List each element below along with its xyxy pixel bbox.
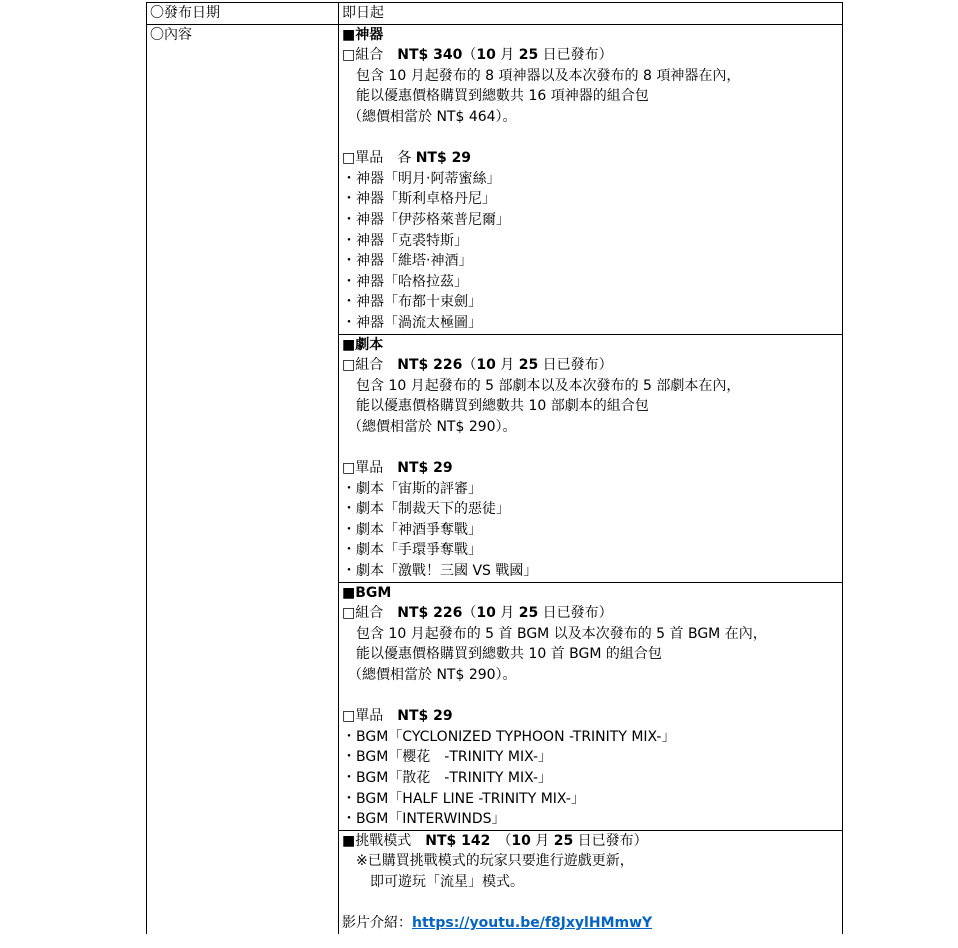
scripts-section (339, 334, 843, 582)
list-item: ・劇本「手環爭奪戰」 (342, 542, 482, 559)
bgm-bundle-line: □組合 NT$ 226（10 月 25 日已發布） (342, 605, 613, 622)
scripts-heading: ■劇本 (342, 336, 384, 353)
release-date-value: 即日起 (339, 3, 843, 25)
release-date-label: 〇發布日期 (147, 3, 339, 25)
list-item: ・神器「伊莎格萊普尼爾」 (342, 211, 510, 228)
bgm-desc-1: 包含 10 月起發布的 5 首 BGM 以及本次發布的 5 首 BGM 在內， (356, 625, 767, 642)
list-item: ・BGM「櫻花 -TRINITY MIX-」 (342, 749, 553, 766)
video-link[interactable]: https://youtu.be/f8JxylHMmwY (412, 915, 653, 932)
list-item: ・神器「哈格拉茲」 (342, 273, 468, 290)
bgm-single-line: □單品 NT$ 29 (342, 708, 453, 725)
list-item: ・劇本「制裁天下的惡徒」 (342, 501, 510, 518)
scripts-desc-3: （總價相當於 NT$ 290）。 (348, 418, 517, 435)
challenge-heading-line: ■挑戰模式 NT$ 142 （10 月 25 日已發布） (342, 832, 648, 849)
list-item: ・BGM「散花 -TRINITY MIX-」 (342, 769, 553, 786)
list-item: ・劇本「激戰！三國 VS 戰國」 (342, 563, 538, 580)
row-release-date (147, 3, 843, 25)
challenge-note-1: ※已購買挑戰模式的玩家只要進行遊戲更新， (356, 853, 634, 870)
list-item: ・神器「斯利卓格丹尼」 (342, 191, 496, 208)
spacer (342, 893, 842, 914)
artifacts-bundle-line: □組合 NT$ 340（10 月 25 日已發布） (342, 47, 613, 64)
scripts-desc-1: 包含 10 月起發布的 5 部劇本以及本次發布的 5 部劇本在內， (356, 377, 741, 394)
list-item: ・神器「渦流太極圖」 (342, 314, 482, 331)
spacer (342, 437, 842, 458)
list-item: ・劇本「宙斯的評審」 (342, 480, 482, 497)
bgm-section (339, 582, 843, 830)
bgm-desc-3: （總價相當於 NT$ 290）。 (348, 667, 517, 683)
challenge-note-2: 即可遊玩「流星」模式。 (370, 873, 524, 890)
spacer (342, 686, 842, 707)
row-challenge (147, 830, 843, 933)
row-bgm (147, 582, 843, 830)
list-item: ・BGM「HALF LINE -TRINITY MIX-」 (342, 790, 585, 807)
row-artifacts (147, 24, 843, 334)
bgm-desc-2: 能以優惠價格購買到總數共 10 首 BGM 的組合包 (356, 646, 662, 663)
video-label: 影片介紹： (342, 915, 412, 932)
list-item: ・BGM「INTERWINDS」 (342, 811, 506, 828)
list-item: ・神器「明月‧阿蒂蜜絲」 (342, 170, 501, 187)
list-item: ・神器「克裘特斯」 (342, 232, 468, 249)
scripts-desc-2: 能以優惠價格購買到總數共 10 部劇本的組合包 (356, 398, 649, 415)
content-table (146, 2, 843, 934)
row-scripts (147, 334, 843, 582)
content-label: 〇內容 (147, 24, 339, 334)
spacer (342, 128, 842, 149)
list-item: ・神器「布都十束劍」 (342, 294, 482, 311)
artifacts-desc-3: （總價相當於 NT$ 464）。 (348, 108, 517, 125)
artifacts-section (339, 24, 843, 334)
list-item: ・BGM「CYCLONIZED TYPHOON -TRINITY MIX-」 (342, 728, 676, 745)
artifacts-desc-2: 能以優惠價格購買到總數共 16 項神器的組合包 (356, 88, 649, 105)
video-line (342, 913, 842, 934)
artifacts-single-line: □單品 各 NT$ 29 (342, 150, 472, 167)
list-item: ・劇本「神酒爭奪戰」 (342, 521, 482, 538)
list-item: ・神器「維塔‧神酒」 (342, 253, 473, 270)
bgm-heading: ■BGM (342, 584, 392, 601)
scripts-bundle-line: □組合 NT$ 226（10 月 25 日已發布） (342, 357, 613, 374)
scripts-single-line: □單品 NT$ 29 (342, 460, 453, 477)
artifacts-heading: ■神器 (342, 26, 384, 43)
artifacts-desc-1: 包含 10 月起發布的 8 項神器以及本次發布的 8 項神器在內， (356, 67, 741, 84)
challenge-section (339, 830, 843, 933)
